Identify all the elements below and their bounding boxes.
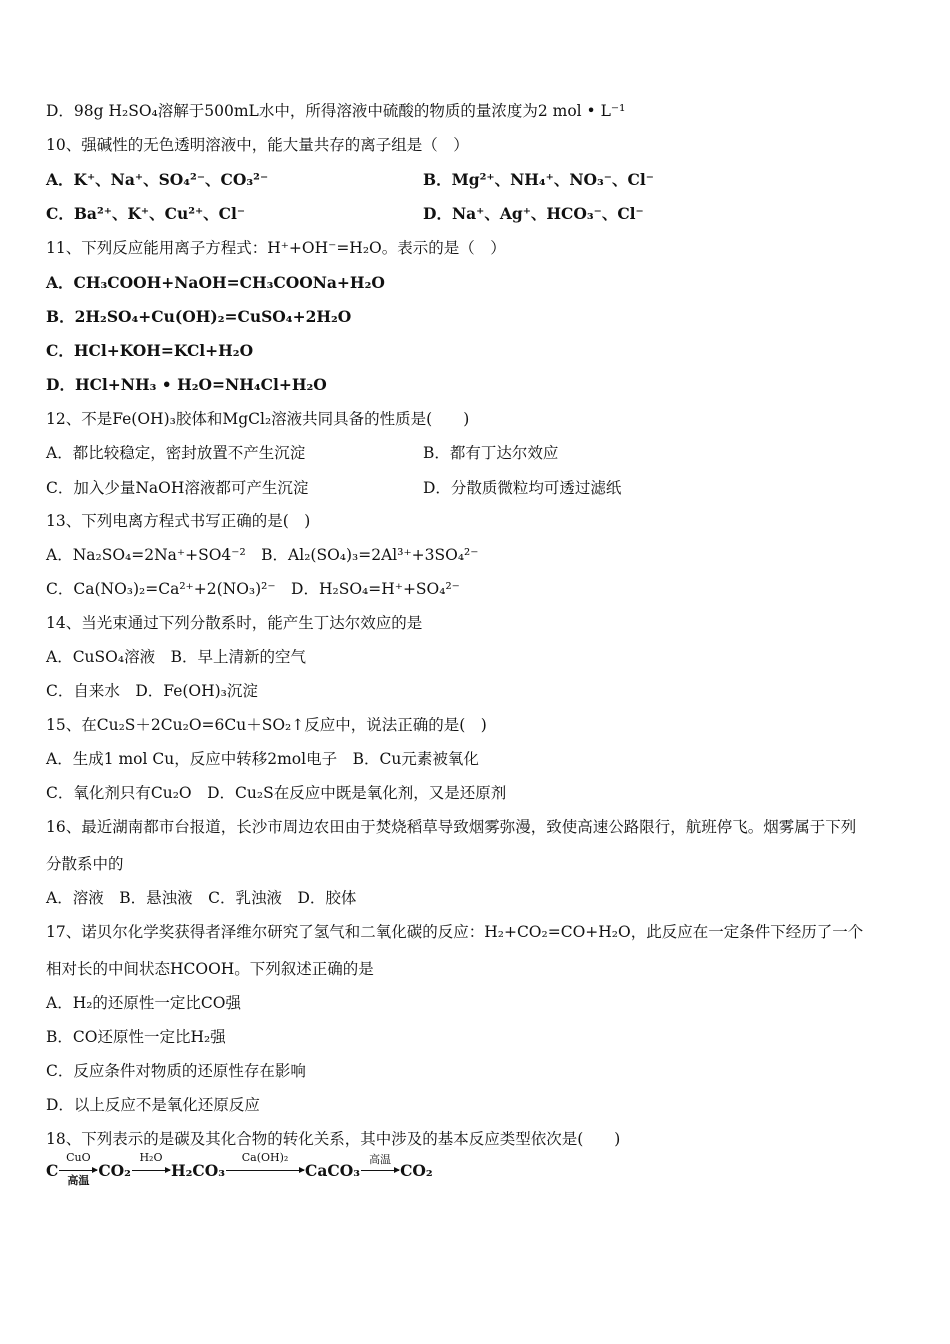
question-10: 10、强碱性的无色透明溶液中，能大量共存的离子组是（ ） — [46, 136, 469, 154]
reaction-arrow-1 — [59, 1151, 97, 1187]
question-16-line1: 16、最近湖南都市台报道，长沙市周边农田由于焚烧稻草导致烟雾弥漫，致使高速公路限行，航班停飞。烟雾属于下列 — [46, 818, 857, 836]
arrow-1-reagent: CuO — [66, 1151, 91, 1164]
question-12: 12、不是Fe(OH)₃胶体和MgCl₂溶液共同具备的性质是( ) — [46, 410, 470, 428]
q10-option-c: C．Ba²⁺、K⁺、Cu²⁺、Cl⁻ — [46, 204, 246, 223]
species-co2-final: CO₂ — [400, 1161, 433, 1180]
q17-option-b: B．CO还原性一定比H₂强 — [46, 1028, 226, 1046]
question-17-line1: 17、诺贝尔化学奖获得者泽维尔研究了氢气和二氧化碳的反应：H₂+CO₂=CO+H₂O，此反应在一定条件下经历了一个 — [46, 923, 864, 941]
arrow-3-reagent: Ca(OH)₂ — [241, 1151, 289, 1164]
q13-options-ab: A．Na₂SO₄=2Na⁺+SO4⁻² B．Al₂(SO₄)₃=2Al³⁺+3SO₄²⁻ — [46, 546, 479, 564]
arrow-1-condition: 高温 — [67, 1174, 90, 1187]
q11-option-b: B．2H₂SO₄+Cu(OH)₂=CuSO₄+2H₂O — [46, 307, 352, 326]
q12-option-c: C．加入少量NaOH溶液都可产生沉淀 — [46, 479, 309, 497]
question-15: 15、在Cu₂S＋2Cu₂O=6Cu＋SO₂↑反应中，说法正确的是( ) — [46, 716, 487, 734]
question-18: 18、下列表示的是碳及其化合物的转化关系，其中涉及的基本反应类型依次是( ) — [46, 1130, 621, 1148]
q10-option-d: D．Na⁺、Ag⁺、HCO₃⁻、Cl⁻ — [423, 204, 644, 223]
question-16-line2: 分散系中的 — [46, 855, 124, 873]
q13-options-cd: C．Ca(NO₃)₂=Ca²⁺+2(NO₃)²⁻ D．H₂SO₄=H⁺+SO₄²⁻ — [46, 580, 460, 598]
q15-options-ab: A．生成1 mol Cu，反应中转移2mol电子 B．Cu元素被氧化 — [46, 750, 479, 768]
reaction-arrow-3 — [226, 1151, 304, 1180]
q9-option-d: D．98g H₂SO₄溶解于500mL水中，所得溶液中硫酸的物质的量浓度为2 mol • L⁻¹ — [46, 102, 626, 120]
carbon-conversion-equation — [46, 1151, 433, 1187]
q15-options-cd: C．氧化剂只有Cu₂O D．Cu₂S在反应中既是氧化剂，又是还原剂 — [46, 784, 507, 802]
species-caco3: CaCO₃ — [305, 1161, 361, 1180]
question-17-line2: 相对长的中间状态HCOOH。下列叙述正确的是 — [46, 960, 374, 978]
species-c: C — [46, 1161, 59, 1180]
q12-options-ab — [46, 443, 906, 463]
q12-options-cd — [46, 478, 906, 498]
q12-option-b: B．都有丁达尔效应 — [423, 444, 559, 462]
q14-options-cd: C．自来水 D．Fe(OH)₃沉淀 — [46, 682, 258, 700]
question-11: 11、下列反应能用离子方程式：H⁺+OH⁻=H₂O。表示的是（ ） — [46, 239, 506, 257]
q11-option-a: A．CH₃COOH+NaOH=CH₃COONa+H₂O — [46, 273, 385, 292]
species-h2co3: H₂CO₃ — [170, 1161, 226, 1180]
q16-options: A．溶液 B．悬浊液 C．乳浊液 D．胶体 — [46, 889, 357, 907]
question-13: 13、下列电离方程式书写正确的是( ) — [46, 512, 311, 530]
q10-options-cd — [46, 204, 906, 224]
q14-options-ab: A．CuSO₄溶液 B．早上清新的空气 — [46, 648, 306, 666]
q17-option-a: A．H₂的还原性一定比CO强 — [46, 994, 241, 1012]
q10-options-ab — [46, 170, 906, 190]
question-14: 14、当光束通过下列分散系时，能产生丁达尔效应的是 — [46, 614, 423, 632]
reaction-arrow-2 — [132, 1151, 170, 1180]
reaction-arrow-4 — [361, 1153, 399, 1180]
arrow-2-reagent: H₂O — [139, 1151, 163, 1164]
q11-option-d: D．HCl+NH₃ • H₂O=NH₄Cl+H₂O — [46, 375, 327, 394]
q11-option-c: C．HCl+KOH=KCl+H₂O — [46, 341, 254, 360]
arrow-4-condition: 高温 — [369, 1153, 392, 1166]
species-co2: CO₂ — [98, 1161, 131, 1180]
q10-option-b: B．Mg²⁺、NH₄⁺、NO₃⁻、Cl⁻ — [423, 170, 654, 189]
q10-option-a: A．K⁺、Na⁺、SO₄²⁻、CO₃²⁻ — [46, 170, 269, 189]
q17-option-d: D．以上反应不是氧化还原反应 — [46, 1096, 260, 1114]
q12-option-a: A．都比较稳定，密封放置不产生沉淀 — [46, 444, 306, 462]
q12-option-d: D．分散质微粒均可透过滤纸 — [423, 479, 622, 497]
q17-option-c: C．反应条件对物质的还原性存在影响 — [46, 1062, 306, 1080]
